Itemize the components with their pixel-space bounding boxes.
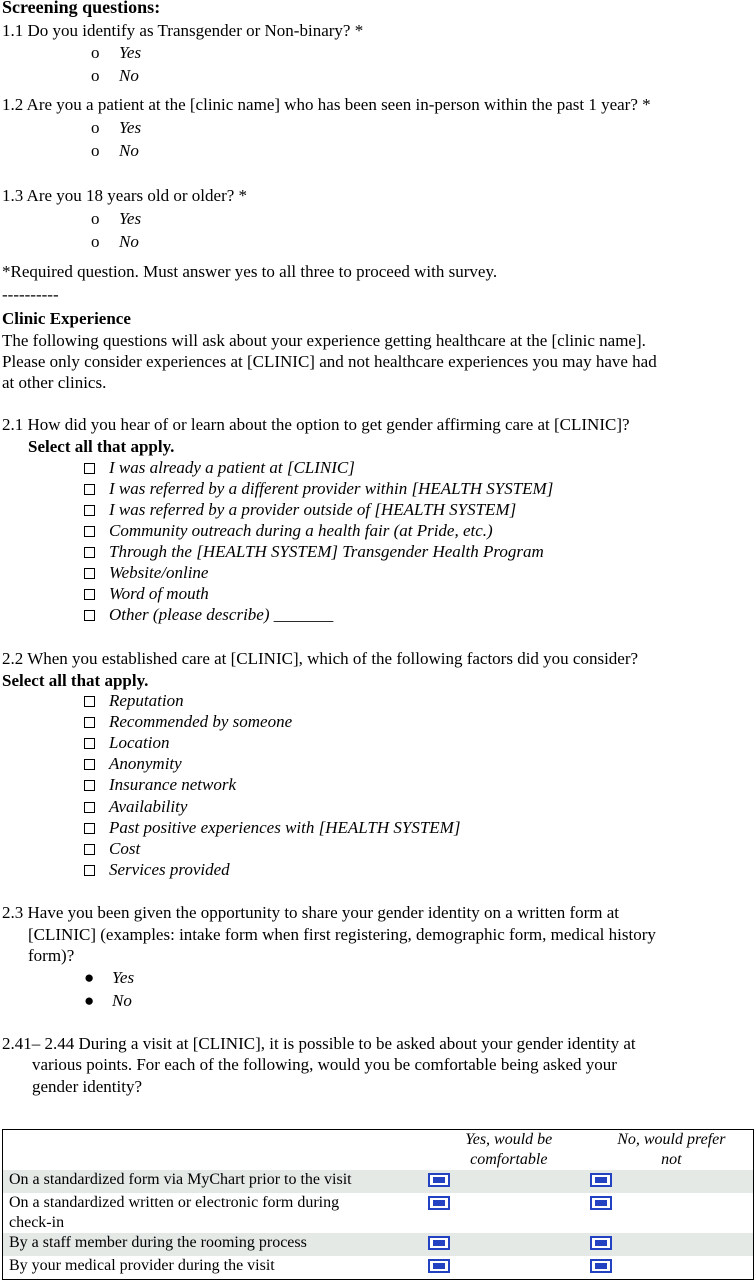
checkbox-icon [84,568,95,579]
question-1-1: 1.1 Do you identify as Transgender or Non-binary? * [2,21,364,40]
question-1-3: 1.3 Are you 18 years old or older? * [2,186,248,205]
matrix-radio-yes[interactable] [428,1259,450,1273]
matrix-row-label: On a standardized written or electronic form during check-in [9,1194,340,1231]
matrix-row [3,1170,754,1193]
checkbox-icon [84,484,95,495]
question-2-1: 2.1 How did you hear of or learn about the option to get gender affirming care at [CLINIC]? [2,415,630,434]
screening-heading: Screening questions: [2,0,161,17]
matrix-radio-no[interactable] [590,1259,612,1273]
option-1-2-no[interactable]: o No [91,141,139,160]
question-2-3-line-1: 2.3 Have you been given the opportunity to share your gender identity on a written form at [2,903,620,922]
required-note: *Required question. Must answer yes to all three to proceed with survey. [2,262,498,281]
instruction-2-1: Select all that apply. [28,437,175,456]
checkbox-icon [84,547,95,558]
bullet-icon: ● [84,991,95,1010]
matrix-header-row [3,1130,754,1171]
checkbox-icon [84,865,95,876]
checkbox-2-2-3[interactable]: Location [84,732,169,753]
question-2-4-line-3: gender identity? [32,1077,142,1096]
checkbox-2-2-1[interactable]: Reputation [84,690,184,711]
instruction-2-2: Select all that apply. [2,671,149,690]
checkbox-2-2-5[interactable]: Insurance network [84,774,236,795]
checkbox-2-2-2[interactable]: Recommended by someone [84,711,292,732]
checkbox-2-1-2[interactable]: I was referred by a different provider within [HEALTH SYSTEM] [84,478,553,499]
matrix-header-yes: Yes, would be comfortable [465,1131,553,1168]
checkbox-icon [84,844,95,855]
option-1-1-no[interactable]: o No [91,66,139,85]
checkbox-2-1-3[interactable]: I was referred by a provider outside of [HEALTH SYSTEM] [84,499,516,520]
matrix-radio-yes[interactable] [428,1173,450,1187]
checkbox-2-2-8[interactable]: Cost [84,838,140,859]
checkbox-icon [84,505,95,516]
radio-icon: o [91,141,100,160]
clinic-intro-line-3: at other clinics. [2,373,107,392]
checkbox-2-1-5[interactable]: Through the [HEALTH SYSTEM] Transgender Health Program [84,541,544,562]
checkbox-2-2-9[interactable]: Services provided [84,859,230,880]
checkbox-2-2-6[interactable]: Availability [84,796,187,817]
checkbox-icon [84,823,95,834]
option-2-3-yes[interactable]: ● Yes [84,968,135,987]
checkbox-icon [84,463,95,474]
matrix-row [3,1233,754,1256]
checkbox-icon [84,610,95,621]
checkbox-2-1-1[interactable]: I was already a patient at [CLINIC] [84,457,355,478]
checkbox-icon [84,696,95,707]
bullet-icon: ● [84,968,95,987]
radio-icon: o [91,209,100,228]
clinic-heading: Clinic Experience [2,309,131,328]
matrix-row [3,1256,754,1280]
matrix-row-label: By a staff member during the rooming process [3,1233,428,1256]
question-2-4-line-2: various points. For each of the following, would you be comfortable being asked your [32,1055,617,1074]
question-2-3-line-2: [CLINIC] (examples: intake form when first registering, demographic form, medical history [28,925,656,944]
checkbox-icon [84,802,95,813]
matrix-radio-no[interactable] [590,1173,612,1187]
matrix-radio-no[interactable] [590,1196,612,1210]
matrix-row-label: By your medical provider during the visit [9,1257,275,1274]
question-2-2: 2.2 When you established care at [CLINIC], which of the following factors did you consider? [2,649,639,668]
checkbox-icon [84,759,95,770]
checkbox-2-1-7[interactable]: Word of mouth [84,583,209,604]
section-divider: ---------- [2,285,59,304]
matrix-row [3,1193,754,1233]
checkbox-icon [84,526,95,537]
checkbox-2-2-4[interactable]: Anonymity [84,753,182,774]
radio-icon: o [91,66,100,85]
matrix-header-no: No, would prefer not [617,1131,726,1168]
matrix-radio-no[interactable] [590,1236,612,1250]
option-1-2-yes[interactable]: o Yes [91,118,142,137]
clinic-intro-line-2: Please only consider experiences at [CLINIC] and not healthcare experiences you may have had [2,352,657,371]
checkbox-2-1-8[interactable]: Other (please describe) _______ [84,604,333,625]
radio-icon: o [91,43,100,62]
comfort-matrix-table [2,1129,754,1280]
checkbox-icon [84,738,95,749]
checkbox-icon [84,717,95,728]
checkbox-icon [84,780,95,791]
option-1-3-no[interactable]: o No [91,232,139,251]
question-1-2: 1.2 Are you a patient at the [clinic name] who has been seen in-person within the past 1 year? * [2,95,651,114]
matrix-row-label: On a standardized form via MyChart prior to the visit [3,1170,428,1193]
checkbox-2-1-6[interactable]: Website/online [84,562,208,583]
matrix-header-blank [3,1130,428,1171]
matrix-radio-yes[interactable] [428,1196,450,1210]
matrix-radio-yes[interactable] [428,1236,450,1250]
checkbox-2-2-7[interactable]: Past positive experiences with [HEALTH SYSTEM] [84,817,460,838]
checkbox-2-1-4[interactable]: Community outreach during a health fair (at Pride, etc.) [84,520,493,541]
option-1-1-yes[interactable]: o Yes [91,43,142,62]
option-1-3-yes[interactable]: o Yes [91,209,142,228]
question-2-3-line-3: form)? [28,946,75,965]
option-2-3-no[interactable]: ● No [84,991,132,1010]
clinic-intro-line-1: The following questions will ask about your experience getting healthcare at the [clinic name]. [2,331,646,350]
radio-icon: o [91,232,100,251]
radio-icon: o [91,118,100,137]
question-2-4-line-1: 2.41– 2.44 During a visit at [CLINIC], it is possible to be asked about your gender identity at [2,1034,636,1053]
checkbox-icon [84,589,95,600]
